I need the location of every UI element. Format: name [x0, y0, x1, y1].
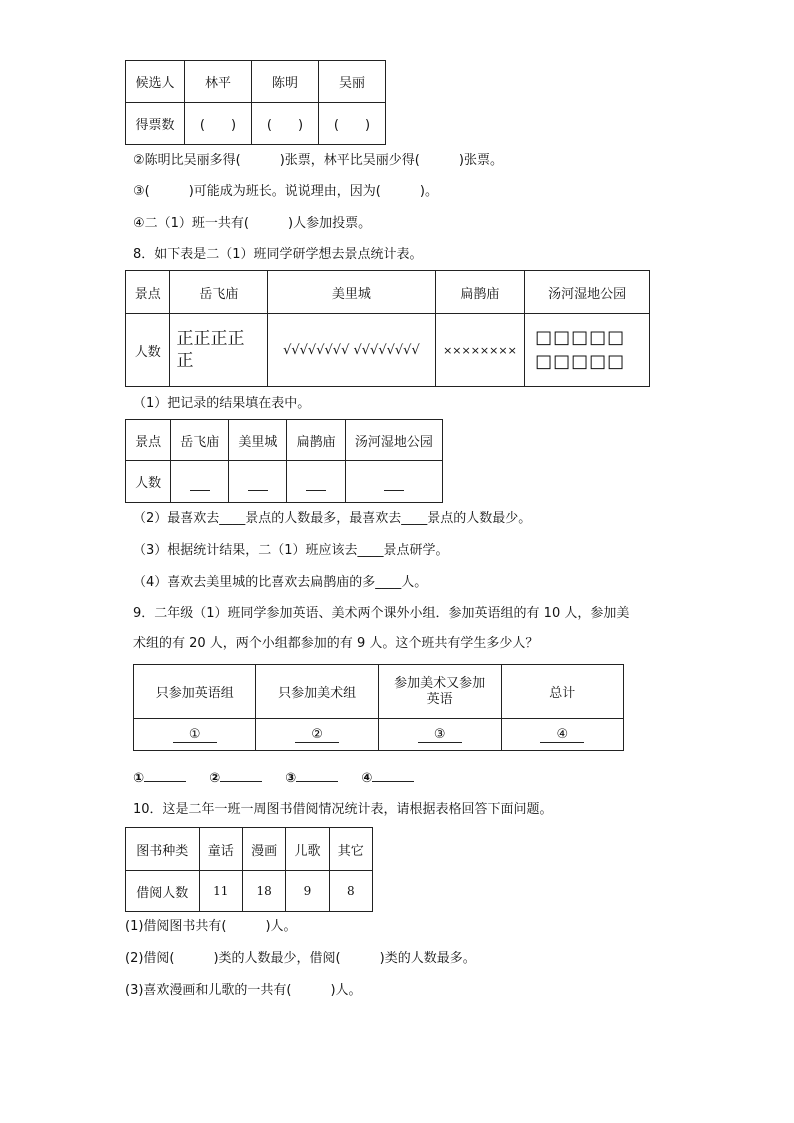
table-header: 陈明 [252, 61, 319, 103]
table-header: 只参加美术组 [256, 665, 378, 719]
table-header: 美里城 [229, 420, 287, 461]
answer-cell[interactable]: ④ [501, 719, 623, 751]
row-label: 借阅人数 [126, 871, 200, 912]
table-header: 只参加英语组 [134, 665, 256, 719]
table-header: 扁鹊庙 [435, 271, 525, 314]
answer-blank[interactable] [144, 781, 186, 782]
table-header: 漫画 [242, 828, 285, 871]
blank-cell[interactable] [229, 461, 287, 503]
table-header: 岳飞庙 [170, 271, 268, 314]
tally-meili: √√√√√√√√ √√√√√√√√ [268, 314, 435, 387]
tally-tanghe: □□□□□□□□□□ [525, 314, 650, 387]
answer-blank[interactable] [220, 781, 262, 782]
row-label: 人数 [126, 461, 171, 503]
tally-yuefei: 正正正正正 [170, 314, 268, 387]
table-header: 参加美术又参加英语 [378, 665, 501, 719]
table-header: 候选人 [126, 61, 185, 103]
question-line: (2)借阅( )类的人数最少，借阅( )类的人数最多。 [125, 951, 476, 966]
answer-label: ② [209, 771, 221, 786]
question-line: （1）把记录的结果填在表中。 [133, 396, 311, 411]
answer-label: ③ [285, 771, 297, 786]
question-line: ③( )可能成为班长。说说理由，因为( )。 [133, 184, 438, 199]
blank-cell[interactable] [287, 461, 345, 503]
question-title: 8．如下表是二（1）班同学研学想去景点统计表。 [133, 247, 423, 262]
table-header: 总计 [501, 665, 623, 719]
answer-cell[interactable]: ② [256, 719, 378, 751]
table-cell: 18 [242, 871, 285, 912]
table-cell: ( ) [252, 103, 319, 145]
table-header: 汤河湿地公园 [345, 420, 442, 461]
table-header: 景点 [126, 420, 171, 461]
group-table [133, 664, 624, 751]
answer-blank[interactable] [296, 781, 338, 782]
tally-table [125, 270, 650, 387]
table-header: 吴丽 [319, 61, 386, 103]
question-line: (1)借阅图书共有( )人。 [125, 919, 297, 934]
question-line: ②陈明比吴丽多得( )张票，林平比吴丽少得( )张票。 [133, 153, 503, 168]
books-table [125, 827, 373, 912]
table-cell: ( ) [319, 103, 386, 145]
question-line: (3)喜欢漫画和儿歌的一共有( )人。 [125, 983, 362, 998]
table-header: 其它 [329, 828, 372, 871]
vote-table [125, 60, 386, 145]
question-line: （2）最喜欢去____景点的人数最多，最喜欢去____景点的人数最少。 [133, 511, 532, 526]
table-header: 汤河湿地公园 [525, 271, 650, 314]
table-header: 儿歌 [286, 828, 329, 871]
table-cell: ( ) [185, 103, 252, 145]
row-label: 人数 [126, 314, 170, 387]
row-label: 得票数 [126, 103, 185, 145]
table-header: 岳飞庙 [171, 420, 229, 461]
table-cell: 8 [329, 871, 372, 912]
question-line: （3）根据统计结果，二（1）班应该去____景点研学。 [133, 543, 449, 558]
table-header: 扁鹊庙 [287, 420, 345, 461]
answer-cell[interactable]: ① [134, 719, 256, 751]
question-title: 9．二年级（1）班同学参加英语、美术两个课外小组．参加英语组的有 10 人，参加美 [133, 606, 630, 621]
table-header: 图书种类 [126, 828, 200, 871]
tally-bianque: ×××××××× [435, 314, 525, 387]
question-line: ④二（1）班一共有( )人参加投票。 [133, 216, 372, 231]
answer-line [133, 771, 414, 787]
blank-cell[interactable] [171, 461, 229, 503]
answer-label: ④ [361, 771, 373, 786]
question-title: 10．这是二年一班一周图书借阅情况统计表，请根据表格回答下面问题。 [133, 802, 553, 817]
question-line: （4）喜欢去美里城的比喜欢去扁鹊庙的多____人。 [133, 575, 428, 590]
question-title: 术组的有 20 人，两个小组都参加的有 9 人。这个班共有学生多少人？ [133, 636, 539, 651]
table-header: 景点 [126, 271, 170, 314]
table-header: 童话 [199, 828, 242, 871]
table-cell: 11 [199, 871, 242, 912]
fill-table [125, 419, 443, 503]
answer-blank[interactable] [372, 781, 414, 782]
table-header: 林平 [185, 61, 252, 103]
answer-cell[interactable]: ③ [378, 719, 501, 751]
table-cell: 9 [286, 871, 329, 912]
answer-label: ① [133, 771, 145, 786]
blank-cell[interactable] [345, 461, 442, 503]
table-header: 美里城 [268, 271, 435, 314]
